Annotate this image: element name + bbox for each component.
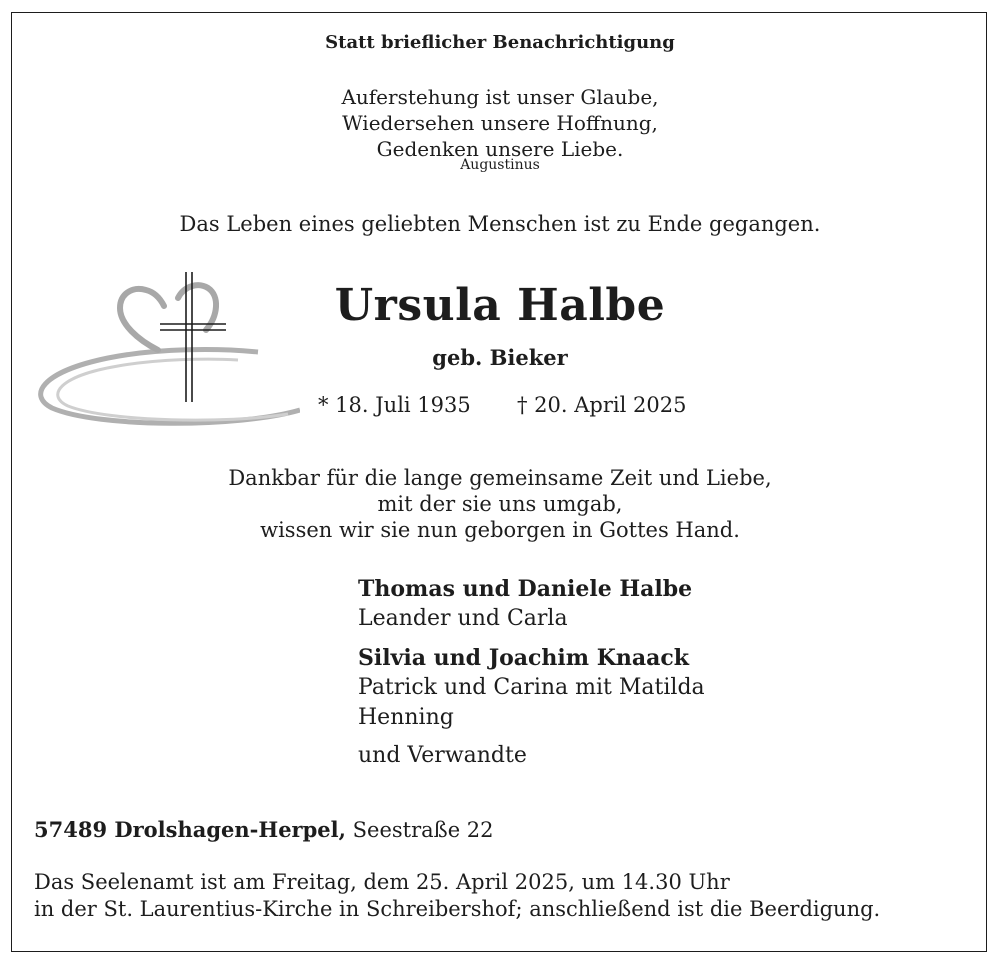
mourner-family-1-children: Leander und Carla — [358, 606, 568, 631]
quote — [0, 84, 1000, 162]
notice-heading: Statt brieflicher Benachrichtigung — [325, 32, 675, 53]
address — [34, 817, 494, 842]
death-date: † 20. April 2025 — [517, 393, 687, 417]
address-street: Seestraße 22 — [352, 818, 494, 842]
thanks-line: Dankbar für die lange gemeinsame Zeit und Liebe, — [228, 466, 772, 490]
intro-text: Das Leben eines geliebten Menschen ist zu Ende gegangen. — [179, 212, 821, 236]
maiden-name: geb. Bieker — [432, 345, 568, 370]
birth-date: * 18. Juli 1935 — [318, 393, 471, 417]
service-line: Das Seelenamt ist am Freitag, dem 25. April 2025, um 14.30 Uhr — [34, 870, 730, 894]
mourner-family-2-children-2: Henning — [358, 705, 454, 730]
service-line: in der St. Laurentius-Kirche in Schreibershof; anschließend ist die Beerdigung. — [34, 897, 881, 921]
quote-author: Augustinus — [460, 157, 540, 173]
mourner-relatives: und Verwandte — [358, 743, 527, 768]
mourner-family-1: Thomas und Daniele Halbe — [358, 576, 693, 602]
service-info — [34, 869, 880, 923]
quote-line: Wiedersehen unsere Hoffnung, — [342, 111, 658, 135]
thanks-line: wissen wir sie nun geborgen in Gottes Hand. — [260, 518, 740, 542]
mourner-family-2: Silvia und Joachim Knaack — [358, 645, 689, 671]
quote-line: Gedenken unsere Liebe. — [376, 137, 624, 161]
thanks-text — [0, 465, 1000, 543]
thanks-line: mit der sie uns umgab, — [377, 492, 623, 516]
mourner-family-2-children: Patrick und Carina mit Matilda — [358, 675, 705, 700]
deceased-name: Ursula Halbe — [334, 280, 666, 331]
address-city: 57489 Drolshagen-Herpel, — [34, 817, 346, 842]
quote-line: Auferstehung ist unser Glaube, — [341, 85, 659, 109]
